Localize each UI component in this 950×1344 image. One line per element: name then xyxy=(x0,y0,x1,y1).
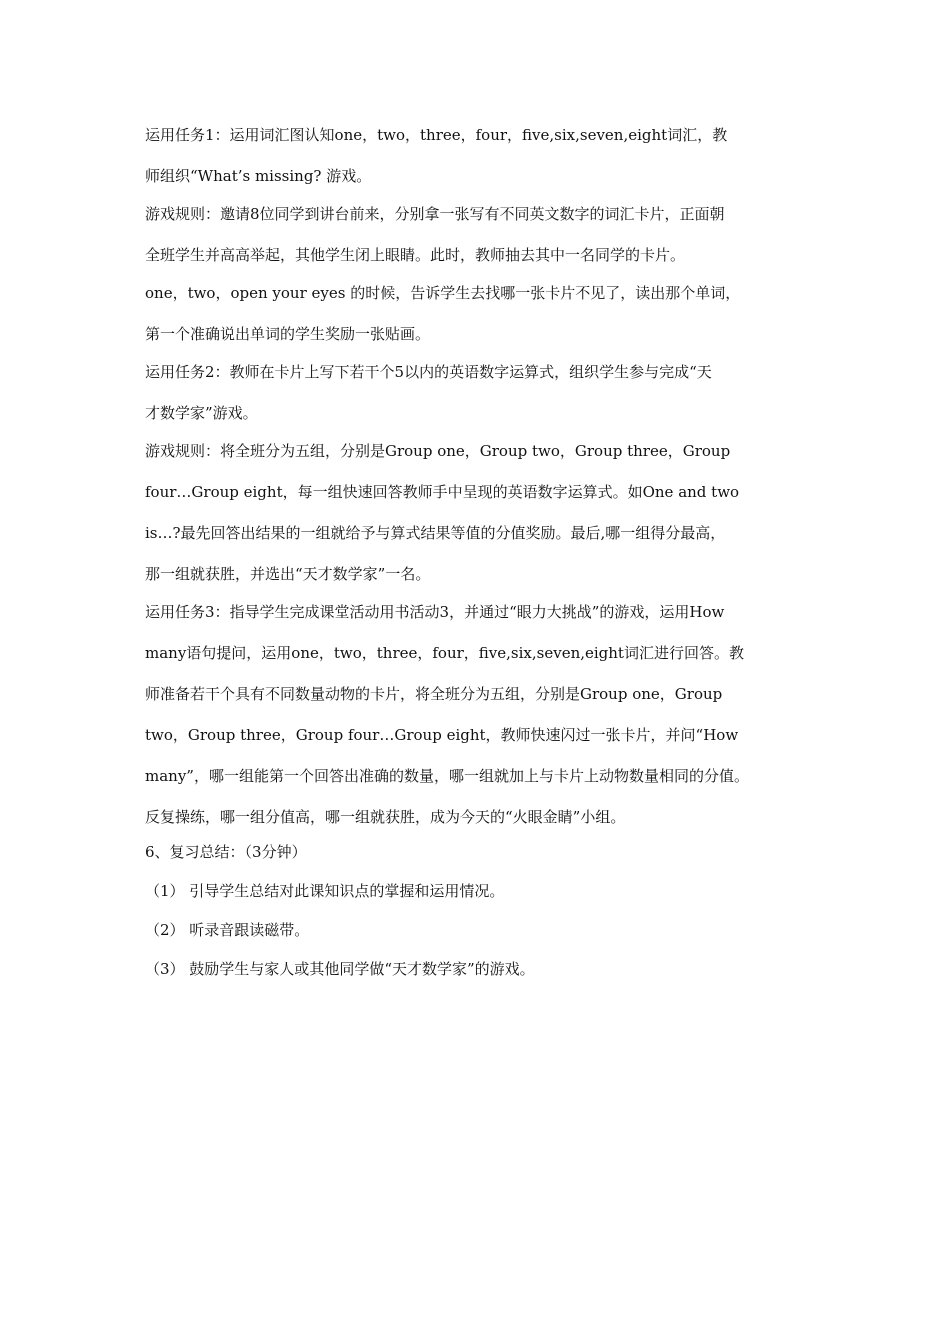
paragraph-line: 才数学家”游戏。 xyxy=(145,404,258,422)
list-item: （2） 听录音跟读磁带。 xyxy=(145,921,310,939)
paragraph-line: four…Group eight，每一组快速回答教师手中呈现的英语数字运算式。如One and two xyxy=(145,483,740,501)
document-body xyxy=(145,125,815,979)
paragraph-line: many语句提问，运用one，two，three，four，five,six,seven,eight词汇进行回答。教 xyxy=(145,644,744,662)
paragraph-line: two，Group three，Group four…Group eight，教师快速闪过一张卡片，并问“How xyxy=(145,726,739,744)
paragraph-line: 师组织“What’s missing? 游戏。 xyxy=(145,167,372,185)
paragraph-line: 运用任务2：教师在卡片上写下若干个5以内的英语数字运算式，组织学生参与完成“天 xyxy=(145,363,712,381)
paragraph-line: 那一组就获胜，并选出“天才数学家”一名。 xyxy=(145,565,431,583)
list-item: （1） 引导学生总结对此课知识点的掌握和运用情况。 xyxy=(145,882,505,900)
paragraph-line: 运用任务3：指导学生完成课堂活动用书活动3，并通过“眼力大挑战”的游戏，运用How xyxy=(145,603,725,621)
paragraph-line: 游戏规则：邀请8位同学到讲台前来，分别拿一张写有不同英文数字的词汇卡片，正面朝 xyxy=(145,205,725,223)
paragraph-line: many”，哪一组能第一个回答出准确的数量，哪一组就加上与卡片上动物数量相同的分值。 xyxy=(145,767,749,785)
list-item: （3） 鼓励学生与家人或其他同学做“天才数学家”的游戏。 xyxy=(145,960,535,978)
paragraph-line: 运用任务1：运用词汇图认知one，two，three，four，five,six,seven,eight词汇，教 xyxy=(145,126,728,144)
paragraph-line: 反复操练，哪一组分值高，哪一组就获胜，成为今天的“火眼金睛”小组。 xyxy=(145,808,626,826)
paragraph-line: 游戏规则：将全班分为五组，分别是Group one，Group two，Group three，Group xyxy=(145,442,731,460)
paragraph-line: 师准备若干个具有不同数量动物的卡片，将全班分为五组，分别是Group one，Group xyxy=(145,685,723,703)
paragraph-line: 第一个准确说出单词的学生奖励一张贴画。 xyxy=(145,325,431,343)
paragraph-line: is…?最先回答出结果的一组就给予与算式结果等值的分值奖励。最后,哪一组得分最高， xyxy=(145,524,726,542)
paragraph-line: one，two，open your eyes 的时候，告诉学生去找哪一张卡片不见了，读出那个单词， xyxy=(145,284,741,302)
section-heading: 6、复习总结：（3分钟） xyxy=(145,843,307,861)
paragraph-line: 全班学生并高高举起，其他学生闭上眼睛。此时，教师抽去其中一名同学的卡片。 xyxy=(145,246,686,264)
